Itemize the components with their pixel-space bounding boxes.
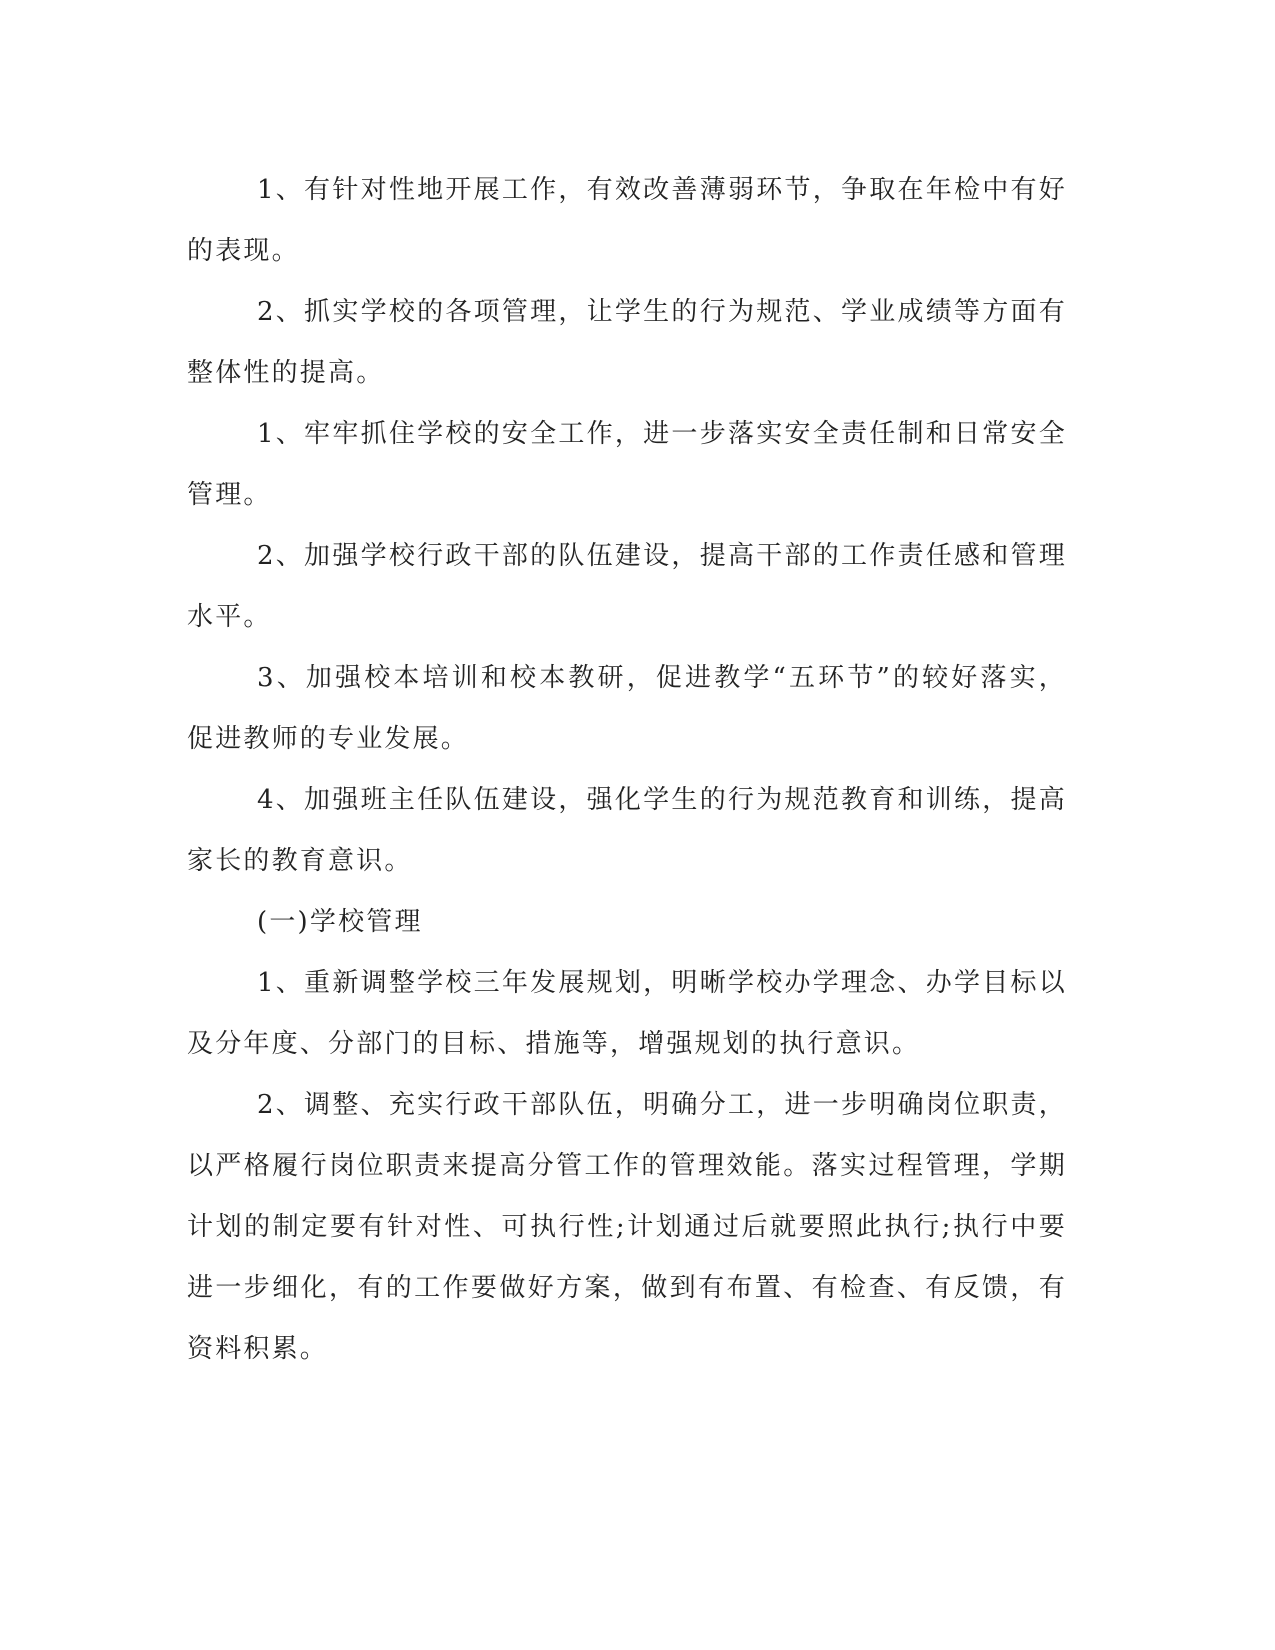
paragraph-goal-2: 2、抓实学校的各项管理，让学生的行为规范、学业成绩等方面有整体性的提高。 xyxy=(187,297,1067,388)
document-body xyxy=(187,160,1067,1380)
paragraph-task-3: 3、加强校本培训和校本教研，促进教学“五环节”的较好落实，促进教师的专业发展。 xyxy=(187,663,1067,754)
section-heading-school-management: (一)学校管理 xyxy=(257,907,423,937)
paragraph-task-1: 1、牢牢抓住学校的安全工作，进一步落实安全责任制和日常安全管理。 xyxy=(187,419,1067,510)
paragraph-task-2: 2、加强学校行政干部的队伍建设，提高干部的工作责任感和管理水平。 xyxy=(187,541,1067,632)
paragraph-management-1: 1、重新调整学校三年发展规划，明晰学校办学理念、办学目标以及分年度、分部门的目标、措施等，增强规划的执行意识。 xyxy=(187,968,1067,1059)
paragraph-goal-1: 1、有针对性地开展工作，有效改善薄弱环节，争取在年检中有好的表现。 xyxy=(187,175,1067,266)
paragraph-management-2: 2、调整、充实行政干部队伍，明确分工，进一步明确岗位职责，以严格履行岗位职责来提高分管工作的管理效能。落实过程管理，学期计划的制定要有针对性、可执行性;计划通过后就要照此执行;执行中要进一步细化，有的工作要做好方案，做到有布置、有检查、有反馈，有资料积累。 xyxy=(187,1090,1067,1364)
paragraph-task-4: 4、加强班主任队伍建设，强化学生的行为规范教育和训练，提高家长的教育意识。 xyxy=(187,785,1067,876)
